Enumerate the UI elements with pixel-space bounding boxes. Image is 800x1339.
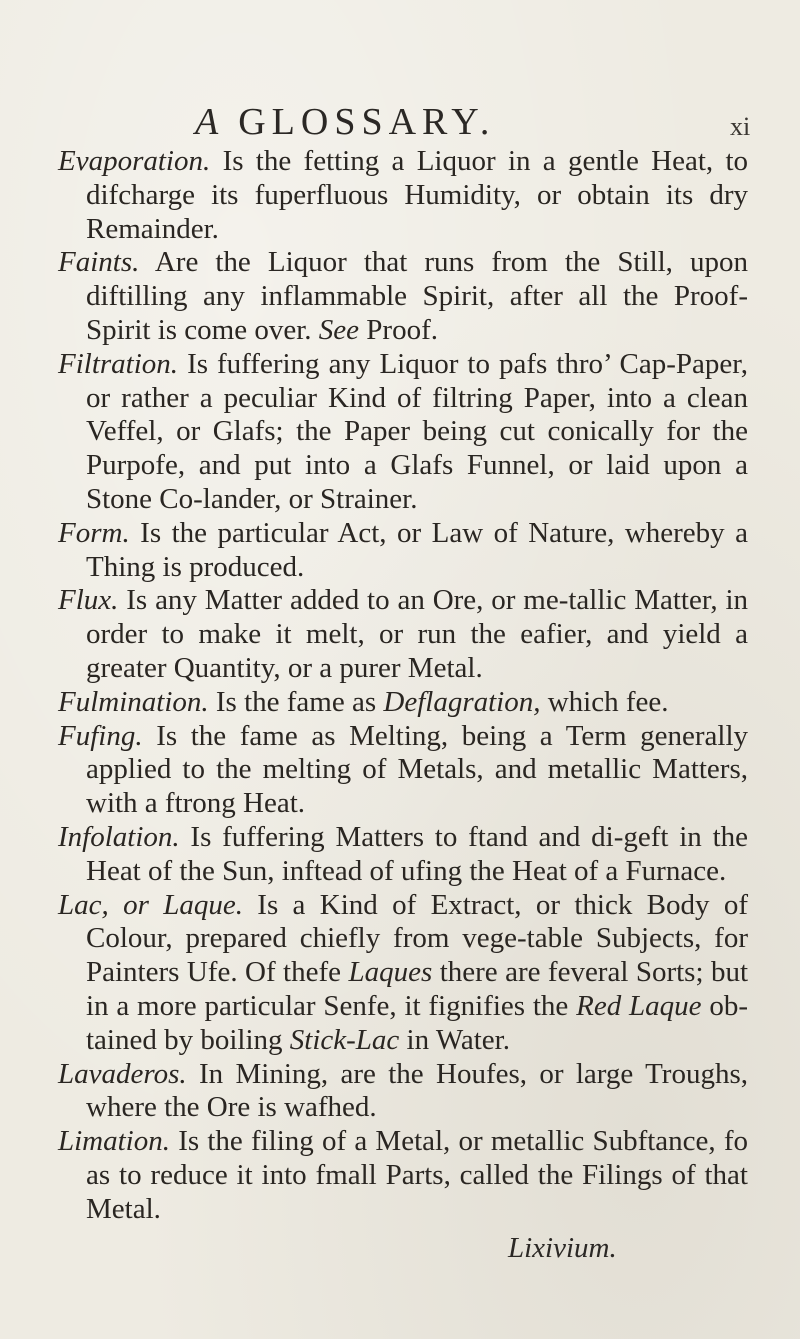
entry-definition: Is a Kind of Extract, or thick Body of Colour, prepared chiefly from vege-table Subjects, for Painters Ufe. Of thefe — [86, 888, 748, 989]
entry-definition: Is fuffering any Liquor to pafs thro’ Cap-Paper, or rather a peculiar Kind of filtring Paper, into a clean Veffel, or Glafs; the Paper being cut conically for the Purpofe, and put into a Glafs Funnel, or laid upon a Stone Co-lander, or Strainer. — [86, 347, 749, 515]
entry-term: Lac, or Laque. — [58, 888, 243, 921]
entry-definition: Is the fetting a Liquor in a gentle Heat, to difcharge its fuperfluous Humidity, or obtain its dry Remainder. — [86, 145, 748, 245]
entry-definition: Is any Matter added to an Ore, or me-tallic Matter, in order to make it melt, or run the eafier, and yield a greater Quantity, or a purer Metal. — [86, 584, 749, 684]
entry-term: Fulmination. — [58, 685, 209, 718]
entry-definition: Is the filing of a Metal, or metallic Subftance, fo as to reduce it into fmall Parts, called the Filings of that Metal. — [86, 1125, 749, 1225]
entry-definition-end: which fee. — [547, 685, 669, 718]
glossary-entry — [58, 1125, 748, 1226]
entry-definition: In Mining, are the Houfes, or large Troughs, where the Ore is wafhed. — [86, 1057, 749, 1124]
title-rest: GLOSSARY. — [238, 101, 496, 143]
entry-term: Fufing. — [58, 719, 143, 752]
entry-definition: Is the particular Act, or Law of Nature, whereby a Thing is produced. — [86, 516, 749, 583]
entry-term: Limation. — [58, 1125, 170, 1158]
page-number: xi — [730, 112, 751, 141]
glossary-entry — [58, 584, 748, 685]
glossary-entry — [58, 1058, 748, 1126]
entry-definition: Is the fame as Melting, being a Term generally applied to the melting of Metals, and metallic Matters, with a ftrong Heat. — [86, 719, 748, 820]
title-initial: A — [195, 101, 225, 143]
glossary-entry — [58, 821, 748, 889]
entry-definition-cont: there are feveral Sorts; but in a more particular Senfe, it fignifies the — [86, 956, 749, 1022]
italic-term: Laques — [348, 956, 433, 989]
entry-definition-cont: ob-tained by boiling — [86, 989, 749, 1056]
entry-term: Evaporation. — [58, 145, 211, 177]
glossary-entry — [58, 720, 748, 821]
glossary-entry — [58, 145, 748, 246]
entry-term: Form. — [58, 516, 130, 549]
cross-reference: Deflagration, — [383, 685, 541, 718]
catchword: Lixivium. — [508, 1232, 617, 1264]
glossary-entry — [58, 517, 748, 585]
entry-definition-end: in Water. — [406, 1023, 510, 1056]
entry-term: Filtration. — [58, 347, 179, 380]
entry-definition: Is the fame as — [215, 685, 377, 718]
italic-term: Stick-Lac — [289, 1023, 400, 1056]
running-head — [0, 100, 800, 150]
entry-definition: Are the Liquor that runs from the Still, upon diftilling any inflammable Spirit, after all the Proof-Spirit is come over. — [86, 246, 748, 346]
see-label: See — [318, 313, 360, 346]
entry-definition: Is fuffering Matters to ftand and di-geft in the Heat of the Sun, inftead of ufing the Heat of a Furnace. — [86, 820, 748, 887]
entry-term: Faints. — [58, 246, 140, 279]
page-title — [195, 100, 495, 144]
entry-term: Infolation. — [58, 820, 180, 853]
italic-term: Red Laque — [576, 989, 702, 1022]
glossary-entries — [58, 145, 748, 1227]
glossary-entry — [58, 686, 748, 720]
see-reference: Proof. — [366, 313, 438, 346]
glossary-entry — [58, 889, 748, 1058]
glossary-entry — [58, 348, 748, 517]
entry-term: Lavaderos. — [58, 1057, 187, 1090]
entry-term: Flux. — [58, 584, 119, 617]
glossary-entry — [58, 246, 748, 347]
